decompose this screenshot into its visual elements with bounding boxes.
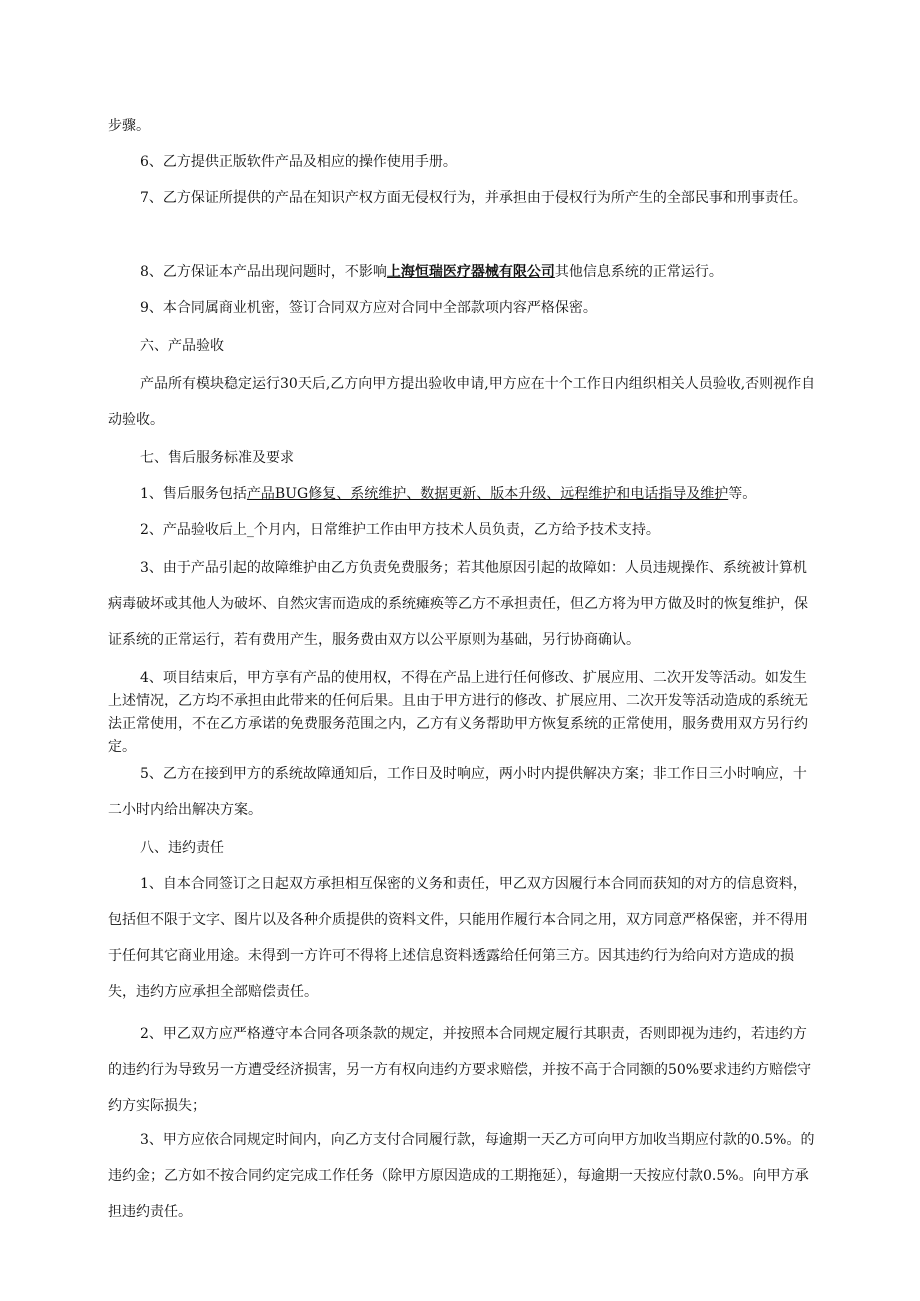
section-6-body: 产品所有模块稳定运行30天后,乙方向甲方提出验收申请,甲方应在十个工作日内组织相关人员验收,否则视作自动验收。 [108,376,816,428]
paragraph-continuation: 步骤。 [108,118,150,134]
clause-7-5: 5、乙方在接到甲方的系统故障通知后，工作日及时响应，两小时内提供解决方案；非工作日三小时响应，十二小时内给出解决方案。 [108,766,807,818]
clause-8-3: 3、甲方应依合同规定时间内，向乙方支付合同履行款，每逾期一天乙方可向甲方加收当期应付款的0.5%。的违约金；乙方如不按合同约定完成工作任务（除甲方原因造成的工期拖延），每逾期一天按应付款0.5%。向甲方承担违约责任。 [108,1132,815,1220]
clause-7-1 [108,476,820,512]
section-heading-7: 七、售后服务标准及要求 [140,450,294,466]
clause-7-1-text-before: 1、售后服务包括 [140,486,247,502]
service-items-underlined: 产品BUG修复、系统维护、数据更新、版本升级、远程维护和电话指导及维护 [246,486,729,502]
clause-7-2: 2、产品验收后上_个月内，日常维护工作由甲方技术人员负责，乙方给予技术支持。 [140,522,660,538]
clause-8-1: 1、自本合同签订之日起双方承担相互保密的义务和责任，甲乙双方因履行本合同而获知的对方的信息资料，包括但不限于文字、图片以及各种介质提供的资料文件，只能用作履行本合同之用，双方同意严格保密，并不得用于任何其它商业用途。未得到一方许可不得将上述信息资料透露给任何第三方。因其违约行为给向对方造成的损失，违约方应承担全部赔偿责任。 [108,876,808,1000]
clause-7-4: 4、项目结束后，甲方享有产品的使用权，不得在产品上进行任何修改、扩展应用、二次开发等活动。如发生上述情况，乙方均不承担由此带来的任何后果。且由于甲方进行的修改、扩展应用、二次开发等活动造成的系统无法正常使用，不在乙方承诺的免费服务范围之内，乙方有义务帮助甲方恢复系统的正常使用，服务费用双方另行约定。 [108,670,808,755]
clause-5-7: 7、乙方保证所提供的产品在知识产权方面无侵权行为，并承担由于侵权行为所产生的全部民事和刑事责任。 [140,190,807,206]
clause-5-9: 9、本合同属商业机密，签订合同双方应对合同中全部款项内容严格保密。 [140,300,597,316]
section-heading-8: 八、违约责任 [140,840,224,856]
clause-5-8-text-after: 其他信息系统的正常运行。 [554,264,723,280]
clause-5-8-text-before: 8、乙方保证本产品出现问题时，不影响 [140,264,387,280]
clause-7-1-text-after: 等。 [728,486,757,502]
clause-7-3: 3、由于产品引起的故障维护由乙方负责免费服务；若其他原因引起的故障如：人员违规操作、系统被计算机病毒破坏或其他人为破坏、自然灾害而造成的系统瘫痪等乙方不承担责任，但乙方将为甲方做及时的恢复维护，保证系统的正常运行，若有费用产生，服务费由双方以公平原则为基础，另行协商确认。 [108,560,808,648]
section-heading-6: 六、产品验收 [140,338,224,354]
clause-8-2: 2、甲乙双方应严格遵守本合同各项条款的规定，并按照本合同规定履行其职责，否则即视为违约，若违约方的违约行为导致另一方遭受经济损害，另一方有权向违约方要求赔偿，并按不高于合同额的50%要求违约方赔偿守约方实际损失； [108,1026,812,1114]
company-name: 上海恒瑞医疗器械有限公司 [386,264,555,280]
clause-5-8 [108,254,820,290]
clause-5-6: 6、乙方提供正版软件产品及相应的操作使用手册。 [140,154,457,170]
